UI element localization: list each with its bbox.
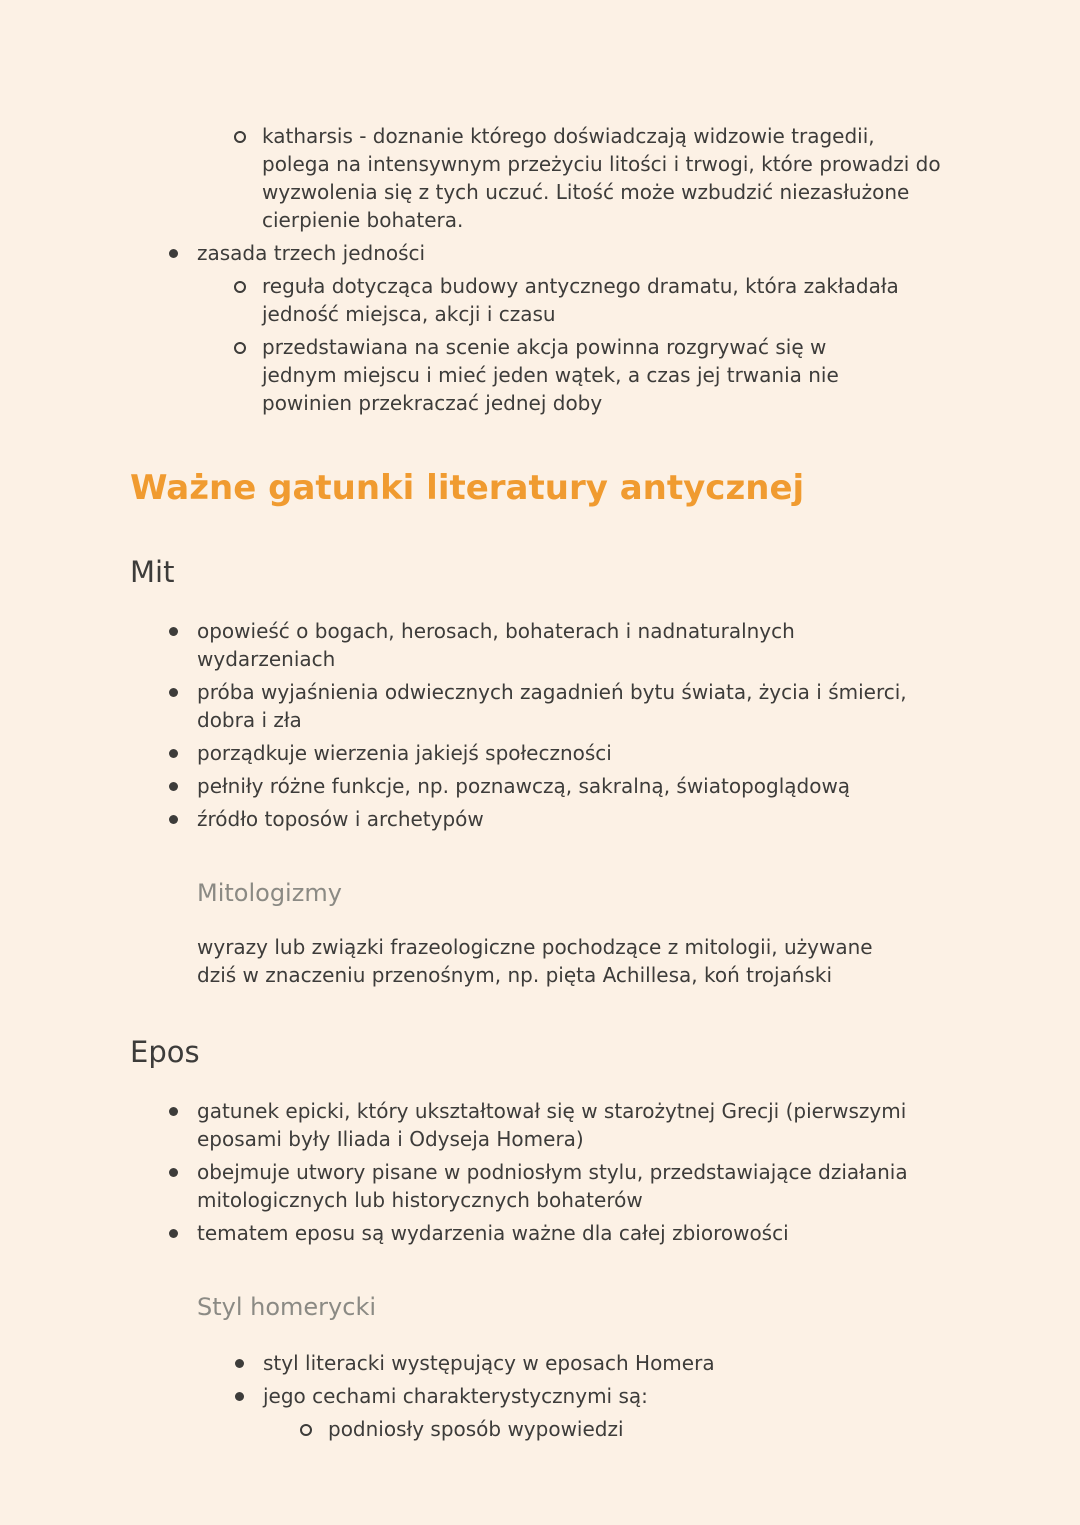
section-heading: Ważne gatunki literatury antycznej [130,468,805,508]
list-item-text: katharsis - doznanie którego doświadczają widzowie tragedii, polega na intensywnym przeżyciu litości i trwogi, które prowadzi do wyzwolenia się z tych uczuć. Litość może wzbudzić niezasłużone cierpienie bohatera. [262,124,941,232]
list-item [232,272,945,328]
subsection-heading-mit: Mit [130,555,175,589]
list-item [167,1097,945,1153]
list-item [167,739,945,767]
list-item-text: jego cechami charakterystycznymi są: [263,1384,648,1408]
continued-list [167,239,945,417]
styl-homerycki-block [196,1349,945,1443]
list-item [298,1415,945,1443]
list-item-text: zasada trzech jedności [197,241,426,265]
list-item-text: styl literacki występujący w eposach Homera [263,1351,715,1375]
list-item [167,772,945,800]
list-item [232,122,945,234]
list-item-text: przedstawiana na scenie akcja powinna rozgrywać się w jednym miejscu i mieć jeden wątek, a czas jej trwania nie powinien przekraczać jednej doby [262,335,839,415]
sub-list [298,1415,945,1443]
list-item-text: podniosły sposób wypowiedzi [328,1417,624,1441]
list-item [233,1349,945,1377]
continued-sub-list [232,122,945,234]
epos-list [167,1097,945,1247]
subheading-styl-homerycki: Styl homerycki [197,1293,377,1321]
sub-list [232,272,945,417]
list-item-text: obejmuje utwory pisane w podniosłym stylu, przedstawiające działania mitologicznych lub historycznych bohaterów [197,1160,908,1212]
list-item-text: reguła dotycząca budowy antycznego dramatu, która zakładała jedność miejsca, akcji i czasu [262,274,899,326]
list-item-text: opowieść o bogach, herosach, bohaterach i nadnaturalnych wydarzeniach [197,619,795,671]
list-item-text: pełniły różne funkcje, np. poznawczą, sakralną, światopoglądową [197,774,851,798]
list-item-text: tematem eposu są wydarzenia ważne dla całej zbiorowości [197,1221,789,1245]
subheading-mitologizmy: Mitologizmy [197,879,342,907]
styl-homerycki-list [233,1349,945,1443]
list-item-text: próba wyjaśnienia odwiecznych zagadnień bytu świata, życia i śmierci, dobra i zła [197,680,907,732]
list-item [167,239,945,417]
list-item [167,1158,945,1214]
list-item [167,805,945,833]
list-item [232,333,945,417]
list-item [167,1219,945,1247]
list-item [233,1382,945,1443]
mitologizmy-paragraph: wyrazy lub związki frazeologiczne pochodzące z mitologii, używane dziś w znaczeniu przenośnym, np. pięta Achillesa, koń trojański [197,935,873,987]
list-item [167,617,945,673]
list-item-text: gatunek epicki, który ukształtował się w starożytnej Grecji (pierwszymi eposami były Iliada i Odyseja Homera) [197,1099,907,1151]
mit-list [167,617,945,833]
list-item [167,678,945,734]
subsection-heading-epos: Epos [130,1035,200,1069]
list-item-text: źródło toposów i archetypów [197,807,484,831]
list-item-text: porządkuje wierzenia jakiejś społeczności [197,741,612,765]
